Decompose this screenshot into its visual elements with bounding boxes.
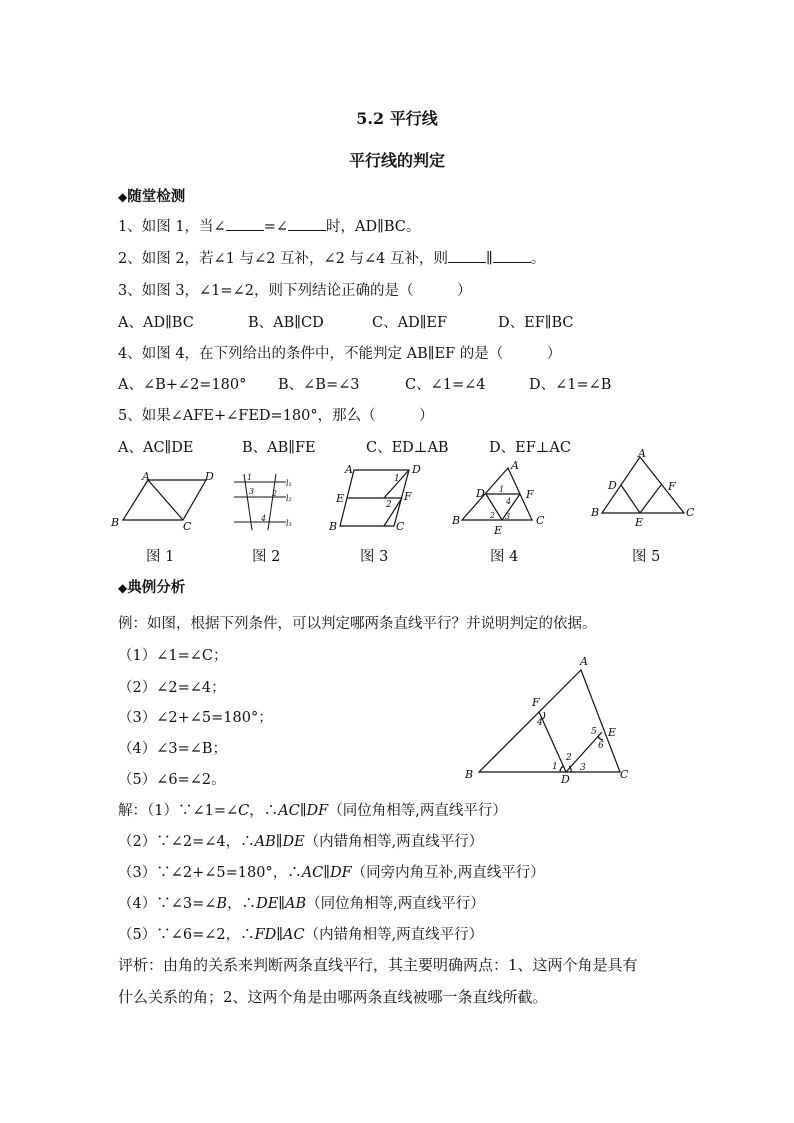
angle-label: 4 [261, 514, 267, 523]
diamond-bullet-icon: ◆ [118, 581, 128, 595]
condition-item: （2）∠2=∠4； [118, 680, 226, 696]
label-e: E [494, 524, 503, 537]
question-3-options [118, 311, 574, 332]
question-5: 5、如果∠AFE+∠FED=180°，那么（ ） [118, 408, 434, 424]
line-label: l₃ [286, 519, 292, 528]
condition-item: （5）∠6=∠2。 [118, 772, 226, 788]
condition-item: （3）∠2+∠5=180°； [118, 710, 273, 726]
figure-5-triangle [588, 447, 698, 535]
angle-label: 1 [499, 485, 505, 494]
question-4: 4、如图 4，在下列给出的条件中，不能判定 AB∥EF 的是（ ） [118, 346, 562, 362]
label-e: E [635, 516, 644, 529]
figure-caption: 图 3 [360, 549, 389, 565]
label-c: C [396, 520, 405, 533]
option-d[interactable]: D、∠1=∠B [529, 377, 612, 393]
line-label: l₁ [286, 479, 292, 488]
label-a: A [142, 470, 150, 483]
comment-line: 评析：由角的关系来判断两条直线平行，其主要明确两点：1、这两个角是具有 [118, 956, 638, 974]
label-c: C [183, 520, 192, 533]
angle-label: 1 [247, 473, 253, 482]
label-c: C [536, 514, 545, 527]
option-c[interactable]: C、∠1=∠4 [405, 377, 486, 393]
label-b: B [452, 514, 461, 527]
figure-caption: 图 1 [146, 549, 175, 565]
angle-label: 3 [249, 487, 255, 496]
angle-label: 1 [552, 762, 558, 772]
solution-line: 解：（1）∵∠1=∠C，∴AC∥DF（同位角相等,两直线平行） [118, 803, 507, 819]
label-d: D [476, 487, 485, 500]
solution-line: （3）∵∠2+∠5=180°，∴AC∥DF（同旁内角互补,两直线平行） [118, 865, 545, 881]
option-a[interactable]: A、AC∥DE [118, 440, 194, 456]
section-heading-example: ◆典例分析 [118, 579, 186, 596]
option-d[interactable]: D、EF∥BC [498, 315, 574, 331]
option-b[interactable]: B、AB∥FE [242, 440, 316, 456]
label-a: A [511, 459, 519, 472]
option-a[interactable]: A、AD∥BC [118, 315, 194, 331]
label-f: F [532, 696, 540, 709]
comment-line: 什么关系的角；2、这两个角是由哪两条直线被哪一条直线所截。 [118, 988, 548, 1006]
figure-caption: 图 5 [632, 549, 661, 565]
line-label: l₂ [286, 494, 292, 503]
angle-label: 3 [505, 512, 511, 521]
diamond-bullet-icon: ◆ [118, 190, 128, 204]
angle-label: 2 [272, 489, 278, 498]
angle-label: 2 [386, 500, 392, 510]
option-c[interactable]: C、ED⊥AB [366, 440, 449, 456]
condition-item: （4）∠3=∠B； [118, 741, 228, 757]
label-b: B [465, 768, 474, 781]
angle-label: 4 [537, 718, 543, 728]
section-heading-practice: ◆随堂检测 [118, 188, 186, 205]
condition-item: （1）∠1=∠C； [118, 648, 228, 664]
label-d: D [412, 463, 421, 476]
example-triangle-figure [460, 650, 640, 785]
question-4-options [118, 373, 611, 394]
label-b: B [329, 520, 338, 533]
option-c[interactable]: C、AD∥EF [372, 315, 448, 331]
question-1: 1、如图 1，当∠ =∠ 时，AD∥BC。 [118, 215, 420, 236]
solution-line: （4）∵∠3=∠B，∴DE∥AB（同位角相等,两直线平行） [118, 896, 485, 912]
answer-blank[interactable] [226, 216, 264, 231]
angle-label: 1 [394, 474, 400, 484]
label-b: B [111, 516, 120, 529]
label-c: C [686, 506, 695, 519]
solution-line: （2）∵∠2=∠4，∴AB∥DE（内错角相等,两直线平行） [118, 834, 484, 850]
page-subtitle: 平行线的判定 [348, 151, 445, 170]
example-intro: 例：如图，根据下列条件，可以判定哪两条直线平行？并说明判定的依据。 [118, 616, 597, 632]
question-5-options [118, 436, 571, 457]
page-title: 5.2 平行线 [356, 109, 438, 128]
figure-1-parallelogram [108, 468, 228, 538]
label-d: D [205, 470, 214, 483]
label-f: F [668, 480, 676, 493]
label-e: E [336, 492, 345, 505]
label-c: C [620, 768, 629, 781]
label-f: F [526, 488, 534, 501]
option-b[interactable]: B、∠B=∠3 [278, 377, 360, 393]
question-3: 3、如图 3，∠1=∠2，则下列结论正确的是（ ） [118, 283, 472, 299]
figure-caption: 图 4 [490, 549, 519, 565]
figure-3-parallelogram [328, 460, 428, 540]
answer-blank[interactable] [288, 216, 326, 231]
answer-blank[interactable] [493, 248, 531, 263]
label-d: D [561, 773, 570, 786]
label-e: E [608, 726, 617, 739]
label-f: F [404, 490, 412, 503]
figure-2-parallel-lines [228, 468, 308, 538]
answer-blank[interactable] [448, 248, 486, 263]
angle-label: 5 [591, 727, 597, 737]
angle-label: 3 [580, 763, 586, 773]
solution-line: （5）∵∠6=∠2，∴FD∥AC（内错角相等,两直线平行） [118, 927, 484, 943]
option-d[interactable]: D、EF⊥AC [489, 440, 571, 456]
label-a: A [638, 447, 646, 460]
option-a[interactable]: A、∠B+∠2=180° [118, 377, 247, 393]
label-a: A [580, 655, 588, 668]
angle-label: 2 [566, 753, 572, 763]
question-2: 2、如图 2，若∠1 与∠2 互补，∠2 与∠4 互补，则 ∥ 。 [118, 247, 545, 268]
angle-label: 4 [506, 497, 512, 506]
label-a: A [345, 463, 353, 476]
label-d: D [608, 479, 617, 492]
option-b[interactable]: B、AB∥CD [248, 315, 324, 331]
angle-label: 6 [598, 741, 604, 751]
angle-label: 2 [490, 511, 496, 520]
label-b: B [591, 506, 600, 519]
figure-4-triangle [450, 458, 560, 538]
figure-caption: 图 2 [252, 549, 281, 565]
